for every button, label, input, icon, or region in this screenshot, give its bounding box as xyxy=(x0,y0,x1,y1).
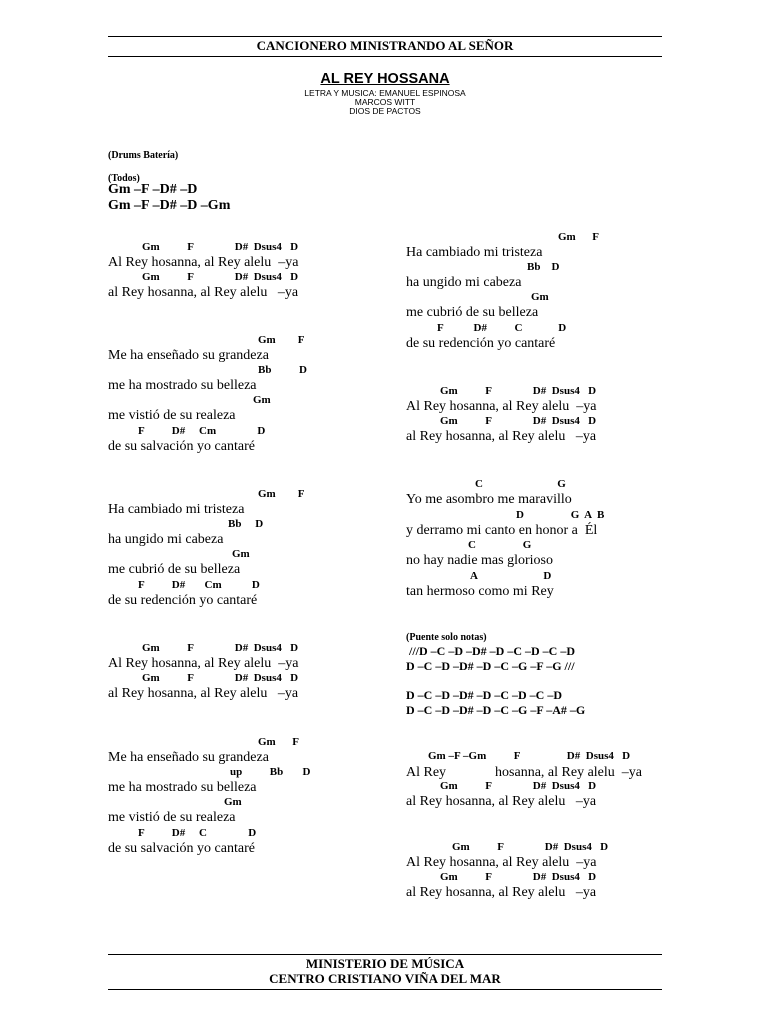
chorus5-chords-1: Gm F D# Dsus4 D xyxy=(452,841,609,853)
verse2-chords-1: Gm F xyxy=(258,488,305,500)
chorus2-lyric-2: al Rey hosanna, al Rey alelu –ya xyxy=(108,686,299,701)
footer-line-1: MINISTERIO DE MÚSICA xyxy=(305,956,465,971)
verse1-lyric-1: Me ha enseñado su grandeza xyxy=(108,348,269,363)
bridge-lyric-2: y derramo mi canto en honor a Él xyxy=(406,523,598,538)
chorus3-chords-2: Gm F D# Dsus4 D xyxy=(440,415,597,427)
verse3-lyric-2: me ha mostrado su belleza xyxy=(108,780,257,795)
bridge-notes-2: D –C –D –D# –D –C –G –F –G /// xyxy=(406,659,575,673)
verse1-lyric-3: me vistió de su realeza xyxy=(108,408,236,423)
verse3-chords-1: Gm F xyxy=(258,736,299,748)
chorus1-lyric-2: al Rey hosanna, al Rey alelu –ya xyxy=(108,285,299,300)
verse3-lyric-3: me vistió de su realeza xyxy=(108,810,236,825)
verse4-lyric-4: de su redención yo cantaré xyxy=(406,336,556,351)
verse1-chords-3: Gm xyxy=(253,394,271,406)
verse3-lyric-1: Me ha enseñado su grandeza xyxy=(108,750,269,765)
bridge-notes-1: ///D –C –D –D# –D –C –D –C –D xyxy=(406,644,575,658)
bridge-notes-label: (Puente solo notas) xyxy=(406,632,487,643)
bridge-chords-1: C G xyxy=(475,478,566,490)
chorus2-lyric-1: Al Rey hosanna, al Rey alelu –ya xyxy=(108,656,299,671)
songbook-header: CANCIONERO MINISTRANDO AL SEÑOR xyxy=(256,38,514,53)
verse4-lyric-2: ha ungido mi cabeza xyxy=(406,275,522,290)
bridge-notes-3: D –C –D –D# –D –C –D –C –D xyxy=(406,688,562,702)
intro-note: (Drums Batería) xyxy=(108,150,179,161)
verse1-lyric-2: me ha mostrado su belleza xyxy=(108,378,257,393)
chorus5-lyric-2: al Rey hosanna, al Rey alelu –ya xyxy=(406,885,597,900)
verse2-lyric-3: me cubrió de su belleza xyxy=(108,562,241,577)
chorus2-chords-2: Gm F D# Dsus4 D xyxy=(142,672,299,684)
verse2-lyric-4: de su redención yo cantaré xyxy=(108,593,258,608)
verse2-lyric-1: Ha cambiado mi tristeza xyxy=(108,502,245,517)
bridge-chords-2: D G A B xyxy=(516,509,605,521)
bridge-chords-3: C G xyxy=(468,539,532,551)
intro-chords-1: Gm –F –D# –D xyxy=(108,182,198,197)
verse4-chords-3: Gm xyxy=(531,291,549,303)
song-title: AL REY HOSSANA xyxy=(320,71,450,87)
verse2-chords-4: F D# Cm D xyxy=(138,579,260,591)
chorus1-chords-1: Gm F D# Dsus4 D xyxy=(142,241,299,253)
verse3-chords-3: Gm xyxy=(224,796,242,808)
intro-chords-2: Gm –F –D# –D –Gm xyxy=(108,198,231,213)
song-credit-1: LETRA Y MUSICA: EMANUEL ESPINOSA xyxy=(304,88,466,98)
verse4-lyric-3: me cubrió de su belleza xyxy=(406,305,539,320)
chorus5-lyric-1: Al Rey hosanna, al Rey alelu –ya xyxy=(406,855,597,870)
left-column xyxy=(108,0,388,1024)
verse2-lyric-2: ha ungido mi cabeza xyxy=(108,532,224,547)
verse4-chords-1: Gm F xyxy=(558,231,599,243)
bridge-lyric-3: no hay nadie mas glorioso xyxy=(406,553,553,568)
chorus1-chords-2: Gm F D# Dsus4 D xyxy=(142,271,299,283)
verse1-lyric-4: de su salvación yo cantaré xyxy=(108,439,255,454)
verse4-lyric-1: Ha cambiado mi tristeza xyxy=(406,245,543,260)
song-credit-3: DIOS DE PACTOS xyxy=(349,106,421,116)
chorus3-lyric-2: al Rey hosanna, al Rey alelu –ya xyxy=(406,429,597,444)
bridge-lyric-1: Yo me asombro me maravillo xyxy=(406,492,572,507)
bridge-chords-4: A D xyxy=(470,570,552,582)
bottom-rule-2 xyxy=(108,989,662,990)
chorus1-lyric-1: Al Rey hosanna, al Rey alelu –ya xyxy=(108,255,299,270)
verse1-chords-4: F D# Cm D xyxy=(138,425,266,437)
chorus2-chords-1: Gm F D# Dsus4 D xyxy=(142,642,299,654)
bridge-notes-4: D –C –D –D# –D –C –G –F –A# –G xyxy=(406,703,586,717)
verse4-chords-2: Bb D xyxy=(527,261,560,273)
verse1-chords-1: Gm F xyxy=(258,334,305,346)
bridge-lyric-4: tan hermoso como mi Rey xyxy=(406,584,554,599)
chorus4-chords-1: Gm –F –Gm F D# Dsus4 D xyxy=(428,750,631,762)
right-column xyxy=(406,0,666,1024)
footer-line-2: CENTRO CRISTIANO VIÑA DEL MAR xyxy=(269,971,501,986)
verse3-lyric-4: de su salvación yo cantaré xyxy=(108,841,255,856)
chorus3-chords-1: Gm F D# Dsus4 D xyxy=(440,385,597,397)
chorus4-lyric-1: Al Rey hosanna, al Rey alelu –ya xyxy=(406,765,643,780)
bottom-rule-1 xyxy=(108,954,662,955)
verse1-chords-2: Bb D xyxy=(258,364,307,376)
todos-note: (Todos) xyxy=(108,173,140,184)
verse3-chords-4: F D# C D xyxy=(138,827,257,839)
chorus3-lyric-1: Al Rey hosanna, al Rey alelu –ya xyxy=(406,399,597,414)
chorus4-chords-2: Gm F D# Dsus4 D xyxy=(440,780,597,792)
verse4-chords-4: F D# C D xyxy=(437,322,567,334)
verse3-chords-2: up Bb D xyxy=(230,766,311,778)
song-credit-2: MARCOS WITT xyxy=(354,97,416,107)
chorus5-chords-2: Gm F D# Dsus4 D xyxy=(440,871,597,883)
verse2-chords-2: Bb D xyxy=(228,518,264,530)
verse2-chords-3: Gm xyxy=(232,548,250,560)
chorus4-lyric-2: al Rey hosanna, al Rey alelu –ya xyxy=(406,794,597,809)
